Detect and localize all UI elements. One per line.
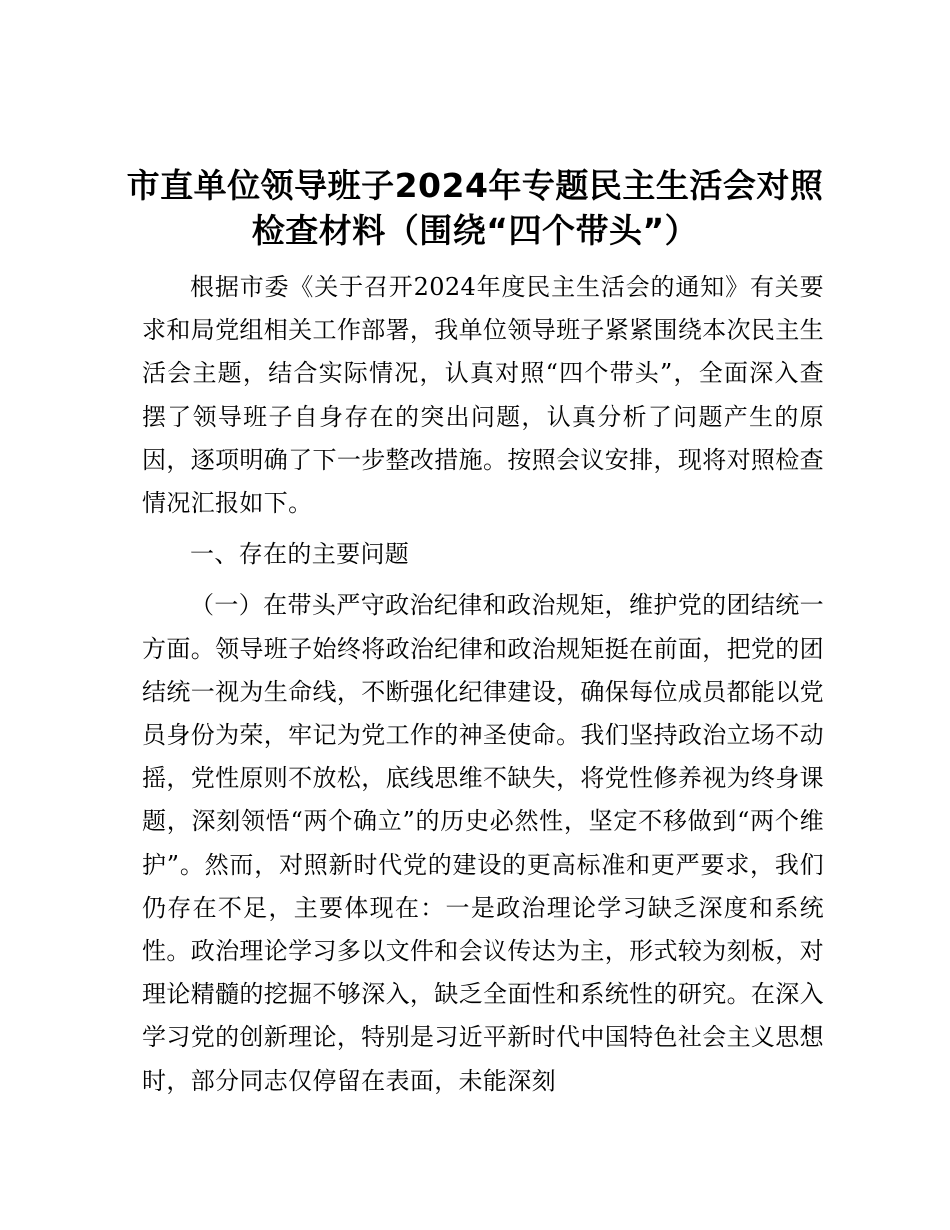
document-title-line-1: 市直单位领导班子2024年专题民主生活会对照 [126, 166, 824, 205]
intro-paragraph: 根据市委《关于召开2024年度民主生活会的通知》有关要求和局党组相关工作部署，我单位领导班子紧紧围绕本次民主生活会主题，结合实际情况，认真对照“四个带头”，全面深入查摆了领导班子自身存在的突出问题，认真分析了问题产生的原因，逐项明确了下一步整改措施。按照会议安排，现将对照检查情况汇报如下。 [142, 273, 824, 518]
body-paragraph: （一）在带头严守政治纪律和政治规矩，维护党的团结统一方面。领导班子始终将政治纪律和政治规矩挺在前面，把党的团结统一视为生命线，不断强化纪律建设，确保每位成员都能以党员身份为荣，牢记为党工作的神圣使命。我们坚持政治立场不动摇，党性原则不放松，底线思维不缺失，将党性修养视为终身课题，深刻领悟“两个确立”的历史必然性，坚定不移做到“两个维护”。然而，对照新时代党的建设的更高标准和更严要求，我们仍存在不足，主要体现在：一是政治理论学习缺乏深度和系统性。政治理论学习多以文件和会议传达为主，形式较为刻板，对理论精髓的挖掘不够深入，缺乏全面性和系统性的研究。在深入学习党的创新理论，特别是习近平新时代中国特色社会主义思想时，部分同志仅停留在表面，未能深刻 [142, 591, 824, 1095]
document-title-line-2: 检查材料（围绕“四个带头”） [251, 211, 699, 250]
section-heading: 一、存在的主要问题 [190, 540, 410, 569]
document-body [142, 266, 824, 1103]
